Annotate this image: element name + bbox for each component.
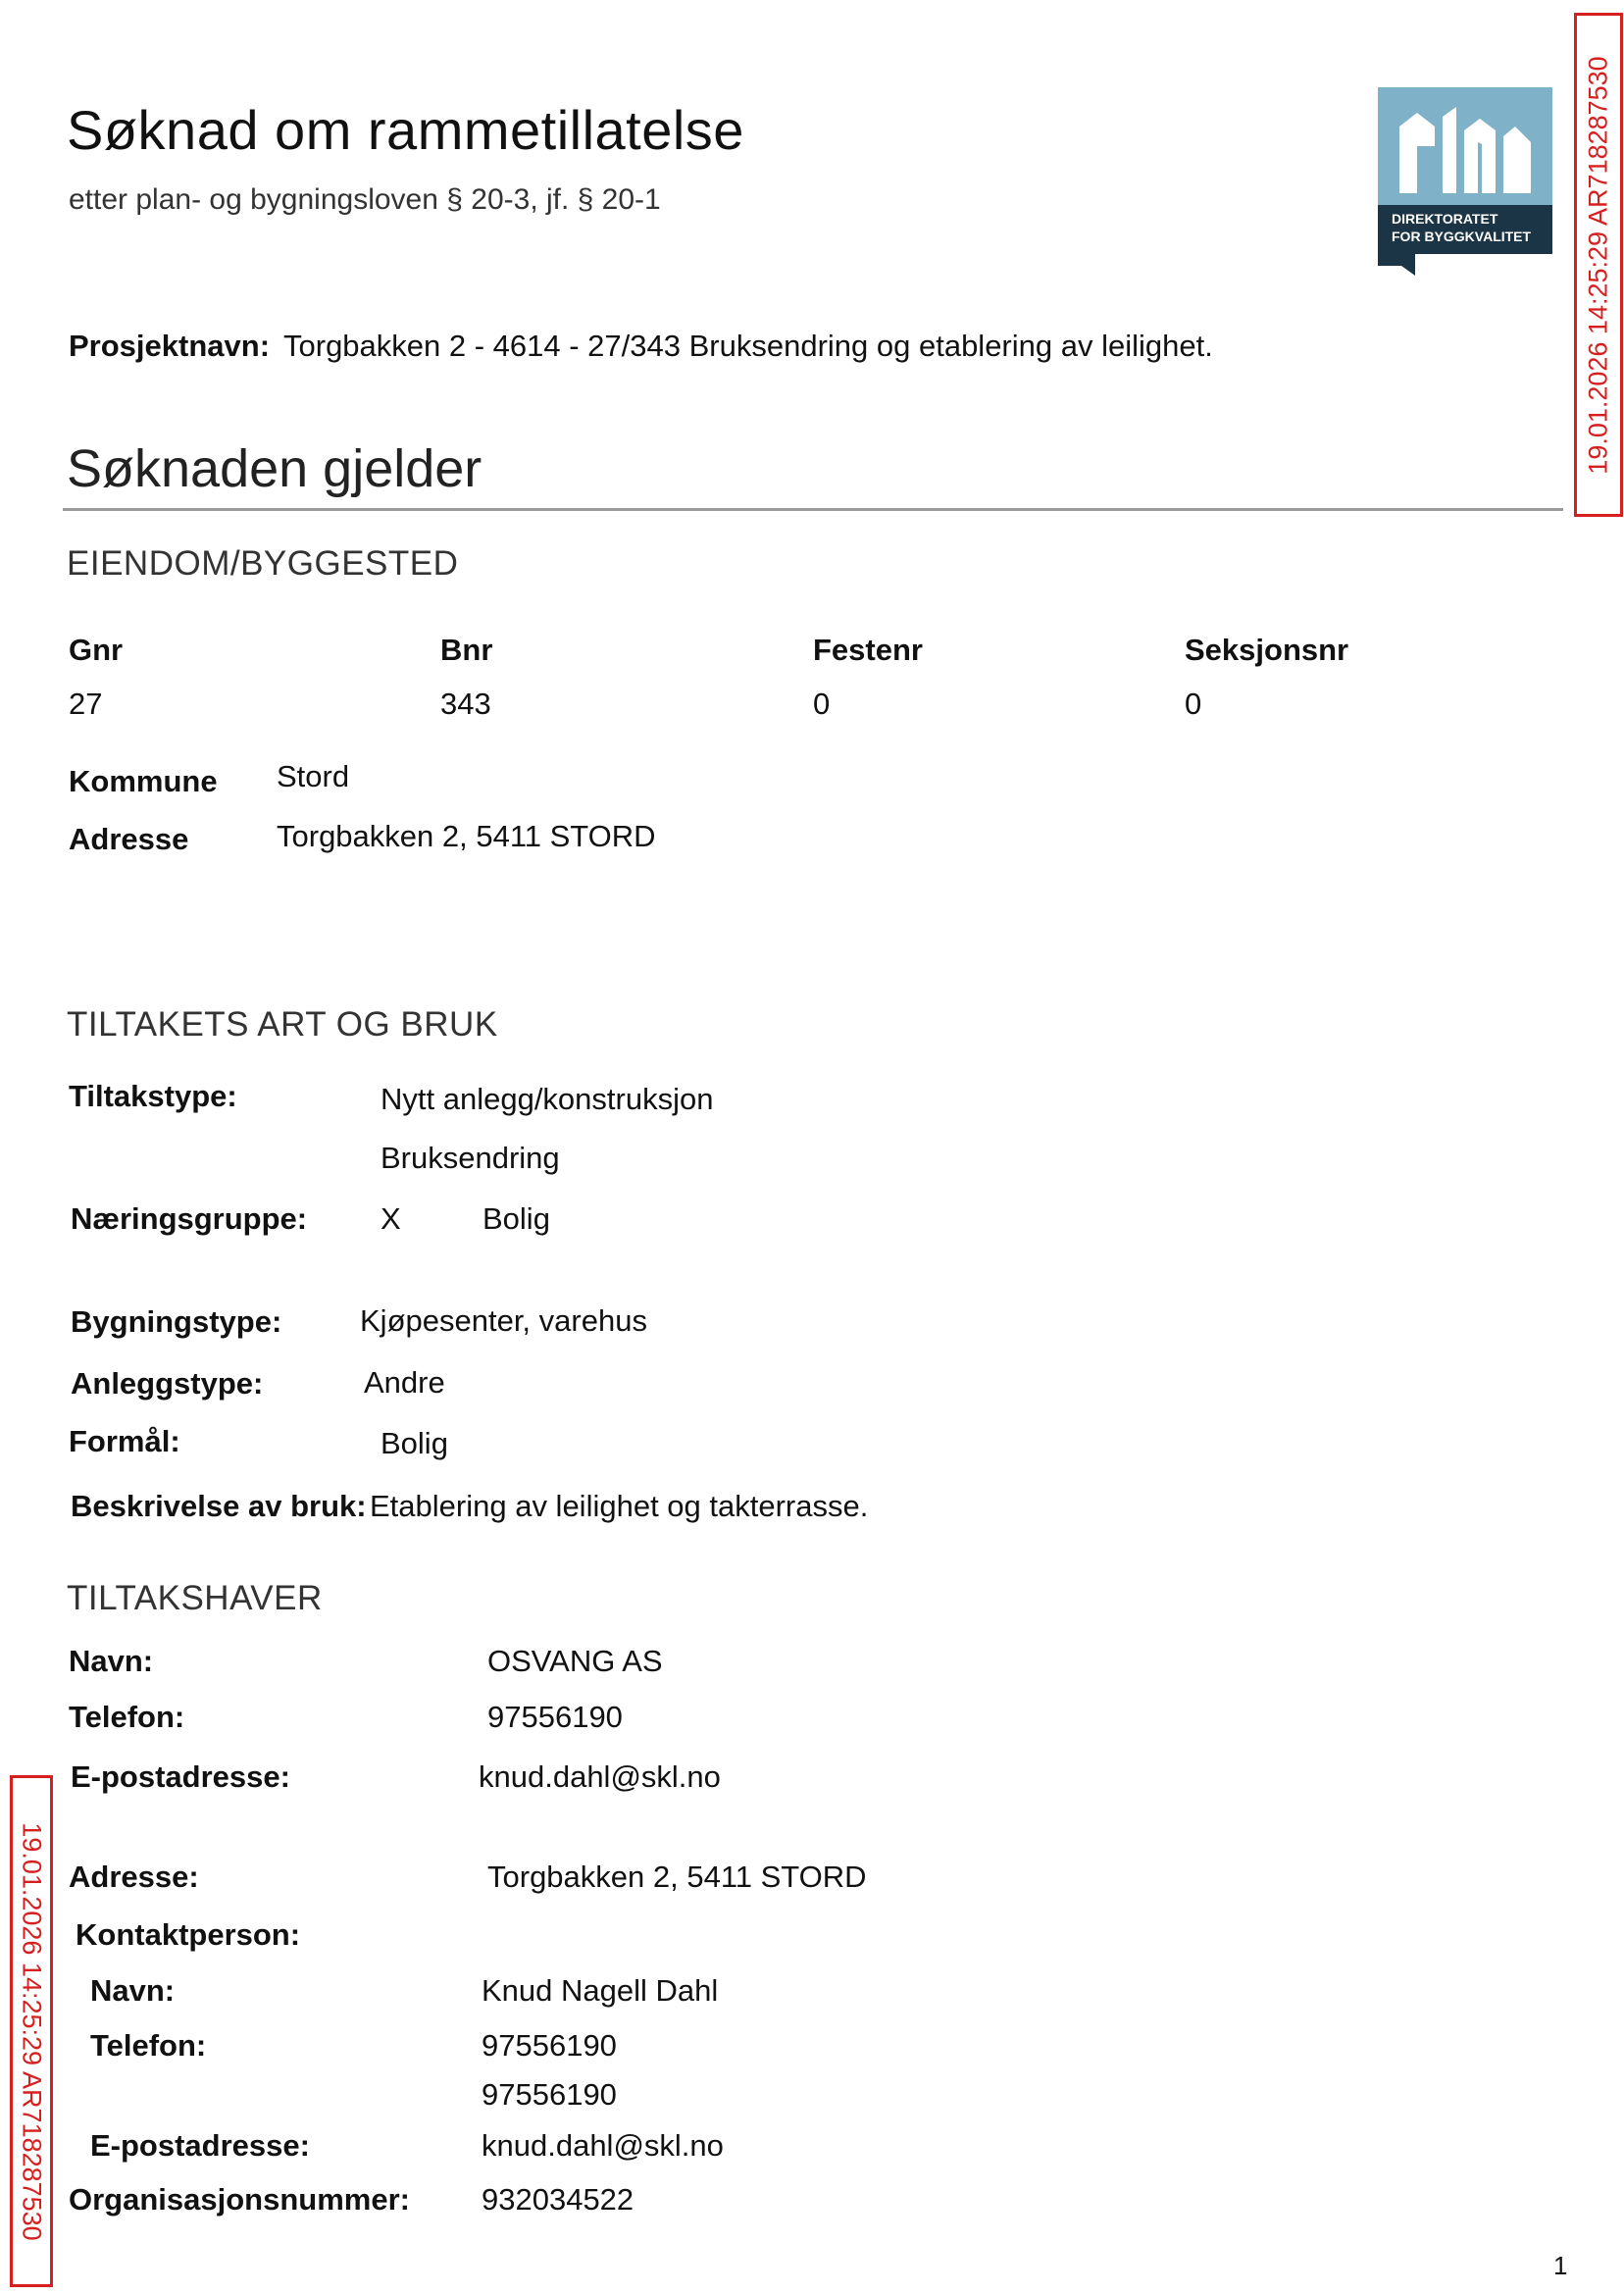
stamp-left (10, 1775, 53, 2287)
adresse-value: Torgbakken 2, 5411 STORD (277, 819, 656, 853)
kontakt-telefon-label: Telefon: (90, 2028, 207, 2063)
owner-epost-value: knud.dahl@skl.no (479, 1759, 721, 1794)
val-gnr: 27 (69, 687, 103, 721)
adresse-label: Adresse (69, 822, 189, 856)
col-bnr: Bnr (440, 633, 493, 667)
document-subtitle: etter plan- og bygningsloven § 20-3, jf. § 20-1 (69, 183, 661, 216)
owner-adresse-label: Adresse: (69, 1860, 199, 1894)
tiltakstype-label: Tiltakstype: (69, 1079, 237, 1113)
page-number: 1 (1553, 2251, 1568, 2280)
document-title: Søknad om rammetillatelse (67, 99, 744, 161)
naeringsgruppe-label: Næringsgruppe: (71, 1201, 308, 1236)
stamp-right (1574, 13, 1623, 517)
logo-text-2: FOR BYGGKVALITET (1392, 229, 1532, 244)
property-heading: EIENDOM/BYGGESTED (67, 544, 459, 583)
measure-heading: TILTAKETS ART OG BRUK (67, 1005, 498, 1044)
section-divider (63, 508, 1563, 511)
kontaktperson-label: Kontaktperson: (76, 1917, 301, 1952)
val-seksjonsnr: 0 (1185, 687, 1202, 721)
beskrivelse-label: Beskrivelse av bruk: (71, 1489, 367, 1523)
stamp-left-text: 19.01.2026 14:25:29 AR718287530 (17, 1821, 47, 2241)
kontakt-navn-value: Knud Nagell Dahl (482, 1973, 719, 2008)
naeringsgruppe-code: X (381, 1201, 401, 1236)
logo-text-1: DIREKTORATET (1392, 211, 1498, 227)
owner-navn-label: Navn: (69, 1644, 154, 1678)
stamp-right-text: 19.01.2026 14:25:29 AR718287530 (1583, 55, 1613, 475)
beskrivelse-value: Etablering av leilighet og takterrasse. (370, 1489, 869, 1523)
naeringsgruppe-value: Bolig (482, 1201, 550, 1236)
bygningstype-value: Kjøpesenter, varehus (360, 1303, 647, 1338)
owner-epost-label: E-postadresse: (71, 1759, 290, 1794)
kontakt-telefon-value-1: 97556190 (482, 2028, 617, 2063)
col-gnr: Gnr (69, 633, 124, 667)
dibk-logo-icon (1378, 87, 1552, 276)
val-festenr: 0 (813, 687, 831, 721)
section-title: Søknaden gjelder (67, 439, 482, 498)
dibk-logo (1378, 87, 1552, 276)
owner-navn-value: OSVANG AS (487, 1644, 663, 1678)
kontakt-epost-value: knud.dahl@skl.no (482, 2128, 724, 2163)
kontakt-navn-label: Navn: (90, 1973, 176, 2008)
project-value: Torgbakken 2 - 4614 - 27/343 Bruksendring og etablering av leilighet. (283, 329, 1213, 363)
kommune-value: Stord (277, 759, 350, 793)
org-label: Organisasjonsnummer: (69, 2182, 410, 2217)
col-seksjonsnr: Seksjonsnr (1185, 633, 1349, 667)
kontakt-telefon-value-2: 97556190 (482, 2077, 617, 2112)
project-label: Prosjektnavn: (69, 329, 271, 363)
col-festenr: Festenr (813, 633, 923, 667)
owner-adresse-value: Torgbakken 2, 5411 STORD (487, 1860, 867, 1894)
anleggstype-label: Anleggstype: (71, 1366, 264, 1401)
formal-label: Formål: (69, 1424, 180, 1458)
formal-value: Bolig (381, 1426, 448, 1460)
val-bnr: 343 (440, 687, 491, 721)
bygningstype-label: Bygningstype: (71, 1304, 282, 1339)
kontakt-epost-label: E-postadresse: (90, 2128, 310, 2163)
owner-telefon-value: 97556190 (487, 1700, 623, 1734)
kommune-label: Kommune (69, 764, 218, 798)
owner-heading: TILTAKSHAVER (67, 1579, 323, 1617)
tiltakstype-value-1: Nytt anlegg/konstruksjon (381, 1082, 714, 1116)
owner-telefon-label: Telefon: (69, 1700, 185, 1734)
tiltakstype-value-2: Bruksendring (381, 1141, 560, 1175)
org-value: 932034522 (482, 2182, 634, 2217)
anleggstype-value: Andre (364, 1365, 445, 1400)
